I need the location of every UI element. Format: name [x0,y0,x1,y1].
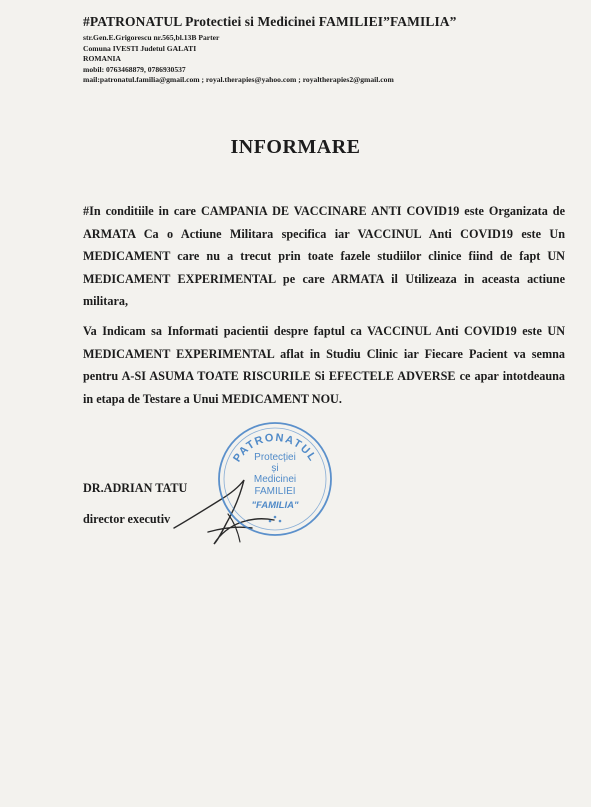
stamp-dots-icon [269,516,282,523]
body-paragraph-2: Va Indicam sa Informati pacientii despre faptul ca VACCINUL Anti COVID19 este UN MEDICAMENT EXPERIMENTAL aflat in Studiu Clinic iar Fiecare Pacient va semna pentru A-SI ASUMA TOATE RISCURILE Si EFECTELE ADVERSE ce apar intotdeauna in etapa de Testare a Unui MEDICAMENT NOU. [83,324,565,406]
stamp-line-2: și [271,463,279,474]
stamp-line-5: "FAMILIA" [251,500,299,511]
phone-line: mobil: 0763468879, 0786930537 [83,64,186,74]
letterhead [83,14,553,86]
stamp-line-1: Protecției [254,452,296,463]
document-title: INFORMARE [230,136,361,158]
body-paragraph-1: #In conditiile in care CAMPANIA DE VACCINARE ANTI COVID19 este Organizata de ARMATA Ca o Actiune Militara specifica iar VACCINUL Anti COVID19 este Un MEDICAMENT care nu a trecut prin toate fazele studiilor clinice fiind de fapt UN MEDICAMENT EXPERIMENTAL pe care ARMATA il Utilizeaza in aceasta actiune militara, [83,204,565,309]
country-line: ROMANIA [83,54,121,64]
signer-role: director executiv [83,512,171,526]
stamp-arc-text: PATRONATUL [231,431,319,465]
stamp-line-4: FAMILIEI [254,486,296,497]
signer-name: DR.ADRIAN TATU [83,481,188,495]
stamp-line-3: Medicinei [253,474,297,485]
locality-line: Comuna IVESTI Judetul GALATI [83,43,197,53]
organization-name: #PATRONATUL Protectiei si Medicinei FAMILIEI”FAMILIA” [83,14,457,29]
address-line: str.Gen.E.Grigorescu nr.565,bl.13B Parter [83,33,220,42]
email-line: mail:patronatul.familia@gmail.com ; royal.therapies@yahoo.com ; royaltherapies2@gmail.com [83,75,394,85]
organization-stamp [216,420,334,538]
